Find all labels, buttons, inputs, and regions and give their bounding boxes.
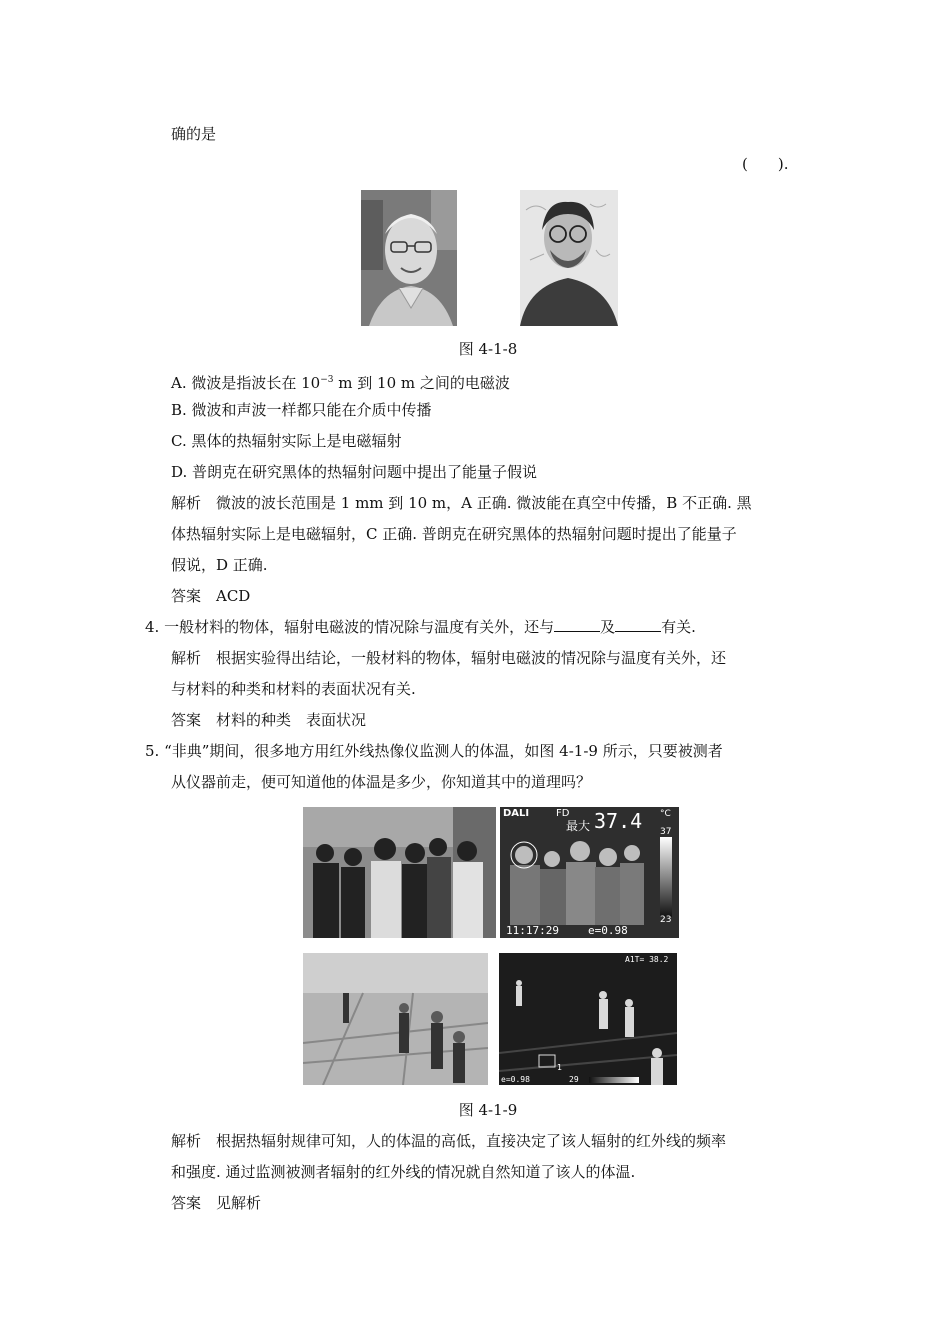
thermal-emissivity: e=0.98: [588, 924, 628, 937]
option-d: D. 普朗克在研究黑体的热辐射问题中提出了能量子假说: [171, 463, 538, 481]
q4-analysis-line-2: 与材料的种类和材料的表面状况有关.: [171, 680, 416, 698]
q4-stem-a: 4. 一般材料的物体，辐射电磁波的情况除与温度有关外，还与: [145, 618, 555, 636]
option-c: C. 黑体的热辐射实际上是电磁辐射: [171, 432, 402, 450]
q3-stem-tail: 确的是: [171, 125, 217, 143]
thermal-max-label: 最大: [566, 819, 591, 833]
q5-answer: 答案 见解析: [171, 1194, 262, 1212]
option-b: B. 微波和声波一样都只能在介质中传播: [171, 401, 432, 419]
figure-caption-4-1-9: 图 4-1-9: [458, 1101, 518, 1119]
thermal-bottom-num: 29: [569, 1075, 579, 1084]
q5-stem-line-1: 5. “非典”期间，很多地方用红外线热像仪监测人的体温，如图 4-1-9 所示，只要被测者: [145, 742, 723, 760]
thermal-scale-bottom: 23: [660, 915, 672, 925]
option-a: [171, 370, 510, 393]
portrait-photo-left: [361, 190, 457, 326]
option-a-pre: A. 微波是指波长在 10: [171, 374, 321, 392]
portrait-photo-right: [520, 190, 618, 326]
q3-analysis-line-1: 解析 微波的波长范围是 1 mm 到 10 m，A 正确. 微波能在真空中传播，B 不正确. 黑: [171, 494, 752, 512]
fill-blank-2[interactable]: [615, 617, 661, 632]
q4-stem: [145, 617, 696, 637]
q4-stem-b: 及: [600, 618, 616, 636]
q5-analysis-line-1: 解析 根据热辐射规律可知，人的体温的高低，直接决定了该人辐射的红外线的频率: [171, 1132, 727, 1150]
thermal-brand-label: DALI: [503, 808, 530, 819]
q3-analysis-line-3: 假说，D 正确.: [171, 556, 268, 574]
q4-analysis-line-1: 解析 根据实验得出结论，一般材料的物体，辐射电磁波的情况除与温度有关外，还: [171, 649, 727, 667]
thermal-image-group: [500, 807, 679, 938]
figure-caption-4-1-8: 图 4-1-8: [458, 340, 518, 358]
corridor-photo: [303, 953, 488, 1085]
group-photo: [303, 807, 496, 938]
q4-answer: 答案 材料的种类 表面状况: [171, 711, 367, 729]
thermal-scale-top: 37: [660, 827, 672, 837]
thermal-alt-reading: A1T= 38.2: [625, 955, 669, 964]
thermal-marker: 1: [557, 1063, 563, 1072]
q5-analysis-line-2: 和强度. 通过监测被测者辐射的红外线的情况就自然知道了该人的体温.: [171, 1163, 636, 1181]
q3-answer-paren: ( ).: [742, 155, 789, 173]
thermal-image-corridor: [499, 953, 677, 1085]
q3-answer: 答案 ACD: [171, 587, 251, 605]
thermal-fd-label: FD: [556, 808, 570, 819]
thermal-time: 11:17:29: [506, 924, 559, 937]
q5-stem-line-2: 从仪器前走，便可知道他的体温是多少，你知道其中的道理吗？: [171, 773, 592, 791]
q3-analysis-line-2: 体热辐射实际上是电磁辐射，C 正确. 普朗克在研究黑体的热辐射问题时提出了能量子: [171, 525, 737, 543]
thermal-max-value: 37.4: [594, 809, 643, 833]
option-a-post: m 到 10 m 之间的电磁波: [333, 374, 510, 392]
thermal-unit: °C: [660, 809, 671, 819]
fill-blank-1[interactable]: [554, 617, 600, 632]
thermal-bottom-e: e=0.98: [501, 1075, 530, 1084]
option-a-exponent: −3: [320, 375, 334, 385]
q4-stem-c: 有关.: [661, 618, 696, 636]
